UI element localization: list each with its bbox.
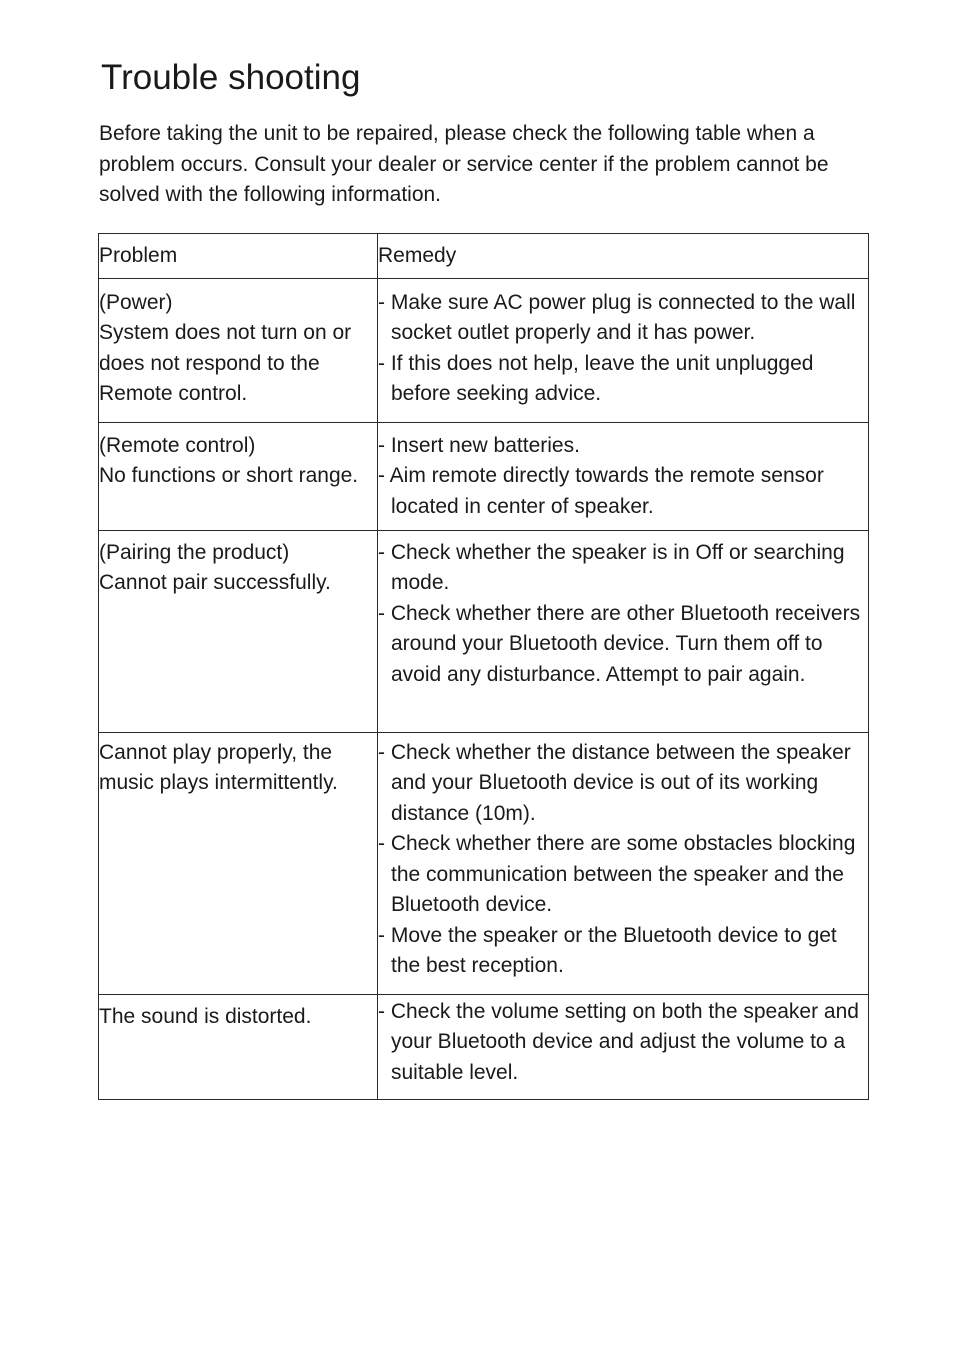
- table-row: [99, 732, 869, 994]
- problem-category: (Power): [99, 290, 173, 314]
- table-row: [99, 278, 869, 422]
- problem-category: (Remote control): [99, 433, 256, 457]
- remedy-item: - Insert new batteries.: [378, 433, 580, 457]
- problem-cell: [99, 422, 378, 530]
- remedy-item: - Check whether there are other Bluetooth receivers around your Bluetooth device. Turn them off to avoid any disturbance. Attempt to pair again.: [378, 601, 861, 686]
- problem-description: The sound is distorted.: [99, 1004, 312, 1028]
- remedy-cell: [378, 278, 869, 422]
- page-title: Trouble shooting: [101, 58, 361, 97]
- problem-description: Cannot pair successfully.: [99, 571, 331, 594]
- header-problem: Problem: [99, 234, 378, 279]
- table-header-row: [99, 234, 869, 279]
- troubleshooting-table: [98, 233, 869, 1100]
- remedy-cell: [378, 422, 869, 530]
- remedy-item: - Check whether there are some obstacles blocking the communication between the speaker and the Bluetooth device.: [378, 832, 856, 916]
- remedy-item: - Check whether the distance between the speaker and your Bluetooth device is out of its working distance (10m).: [378, 740, 851, 825]
- remedy-cell: [378, 732, 869, 994]
- table-row: [99, 422, 869, 530]
- remedy-item: - Make sure AC power plug is connected to the wall socket outlet properly and it has power.: [378, 290, 856, 344]
- remedy-item: - Check whether the speaker is in Off or searching mode.: [378, 540, 845, 594]
- remedy-item: - If this does not help, leave the unit unplugged before seeking advice.: [378, 351, 814, 405]
- remedy-item: - Aim remote directly towards the remote sensor located in center of speaker.: [378, 464, 824, 518]
- table-row: [99, 530, 869, 732]
- problem-description: No functions or short range.: [99, 464, 359, 487]
- problem-cell: [99, 994, 378, 1099]
- intro-paragraph: Before taking the unit to be repaired, please check the following table when a problem occurs. Consult your dealer or service center if the problem cannot be solved with the following information.: [99, 122, 829, 206]
- problem-description: System does not turn on or does not respond to the Remote control.: [99, 321, 352, 405]
- table-row: [99, 994, 869, 1099]
- remedy-item: - Move the speaker or the Bluetooth device to get the best reception.: [378, 923, 837, 977]
- problem-category: (Pairing the product): [99, 540, 290, 564]
- problem-cell: [99, 530, 378, 732]
- header-remedy: Remedy: [378, 234, 869, 279]
- remedy-cell: [378, 994, 869, 1099]
- problem-cell: [99, 278, 378, 422]
- problem-cell: [99, 732, 378, 994]
- remedy-item: - Check the volume setting on both the speaker and your Bluetooth device and adjust the volume to a suitable level.: [378, 999, 859, 1084]
- remedy-cell: [378, 530, 869, 732]
- problem-description: Cannot play properly, the music plays intermittently.: [99, 740, 338, 794]
